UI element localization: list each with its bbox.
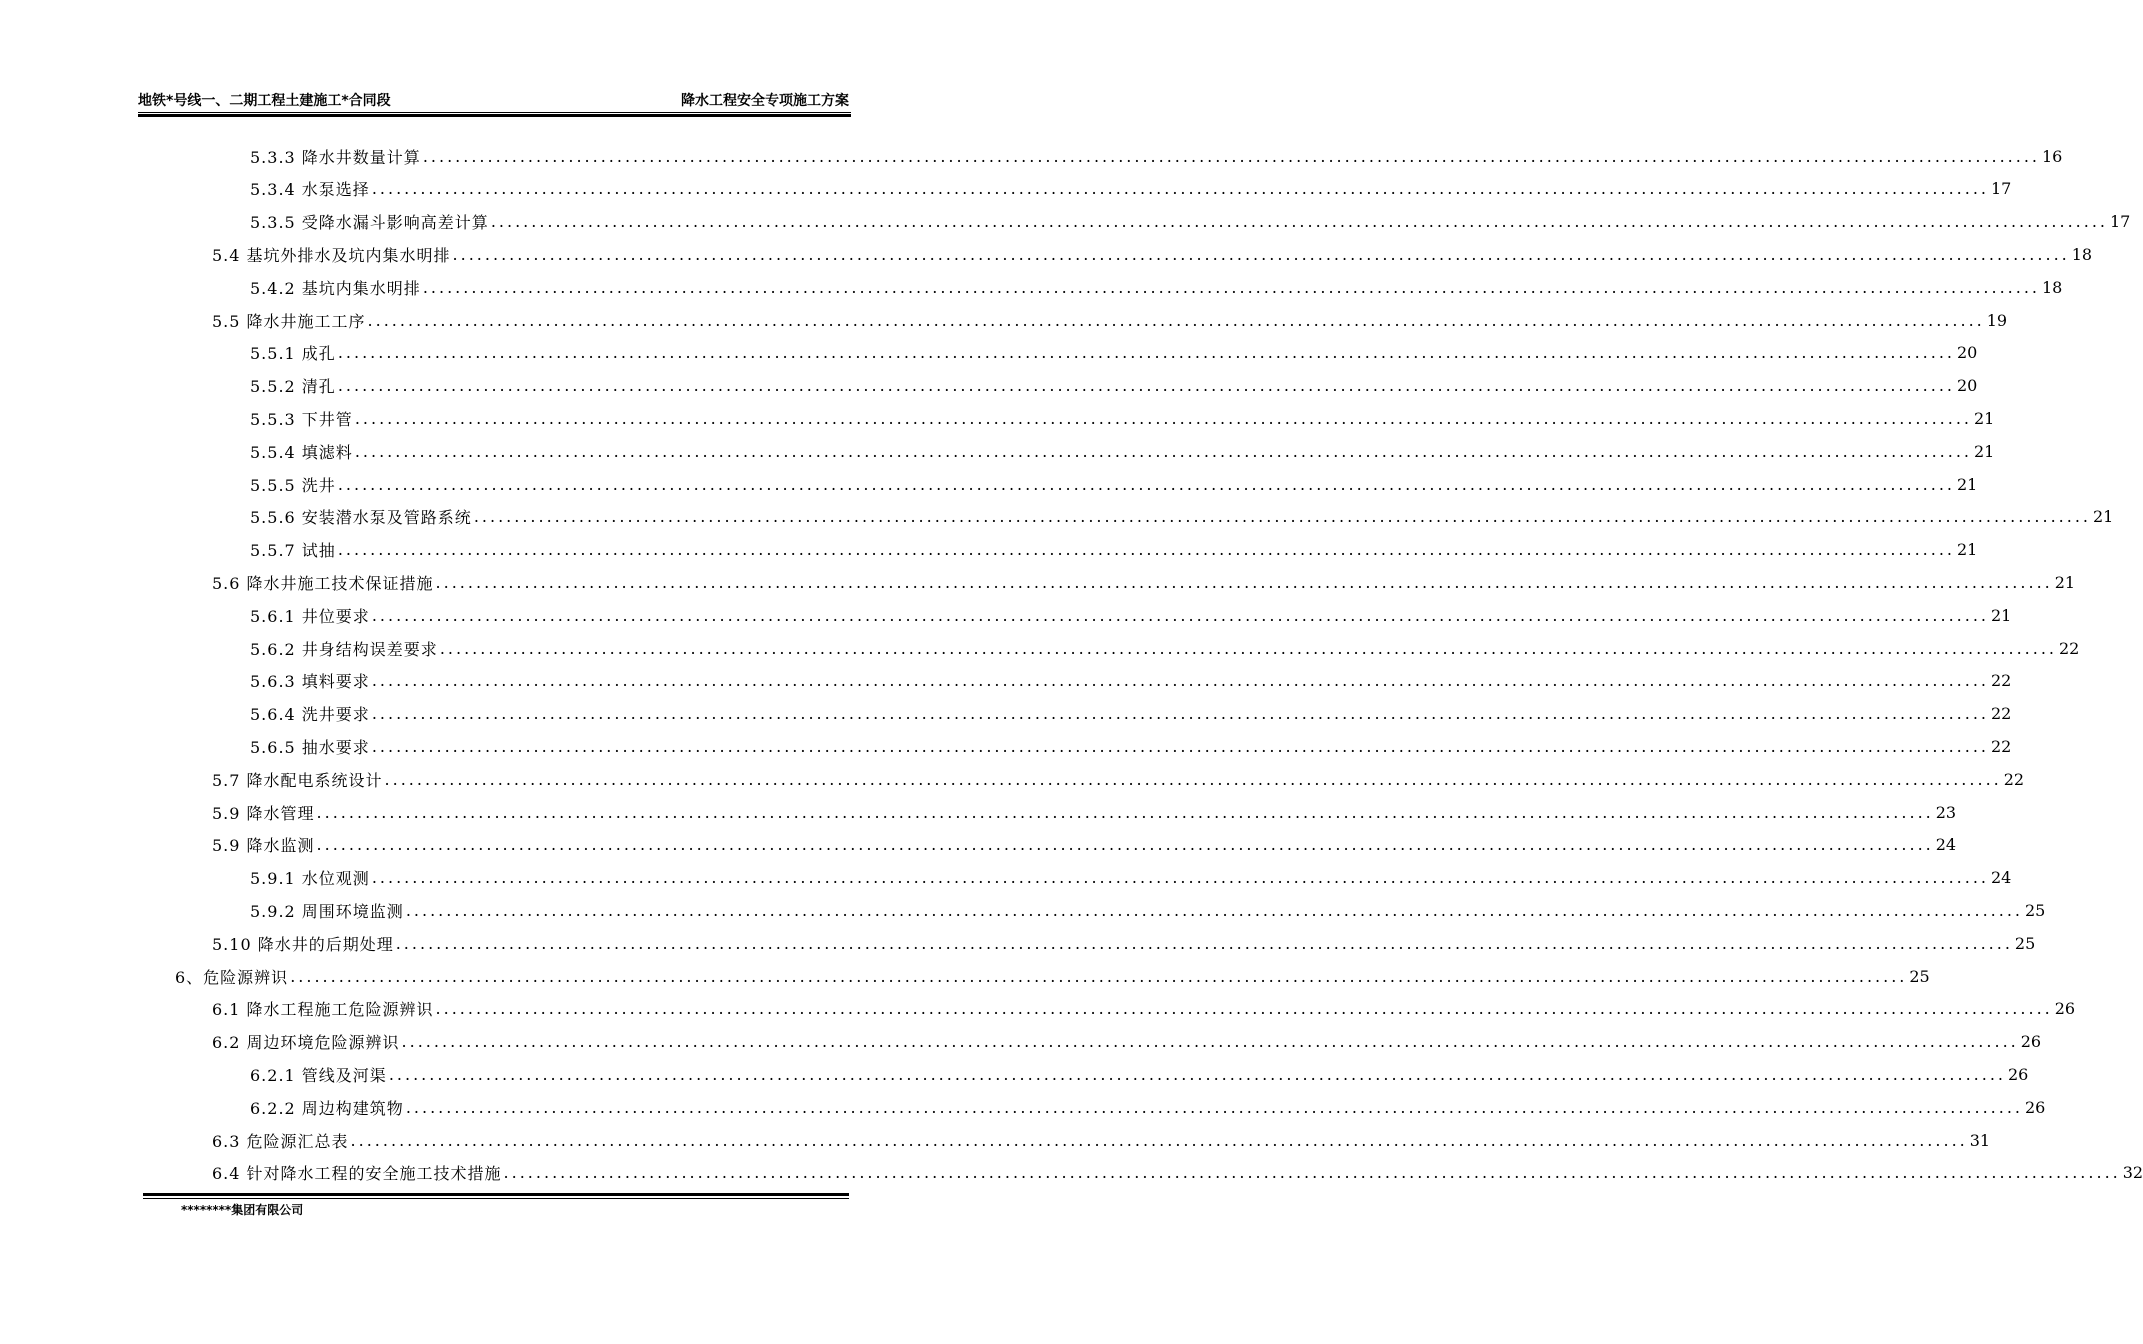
toc-dot-leader: ........................................................................................................................................................................................................ bbox=[316, 835, 1934, 855]
toc-entry-title: 5.5.2 清孔 bbox=[250, 377, 336, 397]
toc-entry[interactable] bbox=[212, 240, 2093, 268]
toc-entry-title: 5.6.4 洗井要求 bbox=[250, 705, 370, 725]
toc-dot-leader: ........................................................................................................................................................................................................ bbox=[422, 146, 2040, 166]
toc-entry[interactable] bbox=[250, 700, 2012, 728]
toc-entry-title: 6.2.1 管线及河渠 bbox=[250, 1065, 387, 1085]
toc-dot-leader: ........................................................................................................................................................................................................ bbox=[371, 704, 1989, 724]
toc-entry[interactable] bbox=[250, 1093, 2046, 1121]
toc-entry-page-number: 19 bbox=[1986, 310, 2008, 330]
toc-entry-page-number: 26 bbox=[2008, 1064, 2029, 1084]
toc-dot-leader: ........................................................................................................................................................................................................ bbox=[371, 179, 1989, 199]
toc-entry[interactable] bbox=[250, 864, 2012, 892]
toc-dot-leader: ........................................................................................................................................................................................................ bbox=[473, 507, 2091, 527]
toc-dot-leader: ........................................................................................................................................................................................................ bbox=[354, 441, 1972, 461]
toc-entry-page-number: 24 bbox=[1935, 835, 1957, 855]
toc-entry-title: 5.5.4 填滤料 bbox=[250, 442, 353, 462]
toc-entry-page-number: 26 bbox=[2025, 1097, 2046, 1117]
toc-entry[interactable] bbox=[212, 831, 1957, 859]
toc-entry[interactable] bbox=[212, 1028, 2042, 1056]
toc-entry-page-number: 23 bbox=[1935, 802, 1957, 822]
toc-entry[interactable] bbox=[250, 536, 1978, 564]
toc-entry-page-number: 32 bbox=[2122, 1163, 2143, 1183]
toc-dot-leader: ........................................................................................................................................................................................................ bbox=[490, 212, 2108, 232]
toc-entry-page-number: 25 bbox=[2014, 933, 2036, 953]
toc-entry-page-number: 16 bbox=[2042, 146, 2063, 166]
toc-entry[interactable] bbox=[250, 208, 2131, 236]
toc-entry[interactable] bbox=[250, 175, 2012, 203]
toc-entry[interactable] bbox=[212, 798, 1957, 826]
toc-entry-page-number: 20 bbox=[1957, 376, 1978, 396]
toc-entry-page-number: 21 bbox=[1974, 408, 1995, 428]
toc-dot-leader: ........................................................................................................................................................................................................ bbox=[371, 736, 1989, 756]
toc-entry-title: 5.9.1 水位观测 bbox=[250, 869, 370, 889]
toc-entry[interactable] bbox=[250, 1060, 2029, 1088]
toc-entry[interactable] bbox=[212, 568, 2076, 596]
toc-dot-leader: ........................................................................................................................................................................................................ bbox=[395, 933, 2013, 953]
toc-entry-title: 5.9 降水监测 bbox=[212, 836, 315, 856]
toc-dot-leader: ........................................................................................................................................................................................................ bbox=[354, 408, 1972, 428]
toc-entry-title: 5.3.4 水泵选择 bbox=[250, 180, 370, 200]
toc-entry-title: 5.7 降水配电系统设计 bbox=[212, 770, 383, 790]
toc-entry-page-number: 25 bbox=[1909, 966, 1930, 986]
toc-dot-leader: ........................................................................................................................................................................................................ bbox=[401, 1032, 2019, 1052]
toc-entry-page-number: 26 bbox=[2054, 999, 2076, 1019]
toc-entry[interactable] bbox=[250, 634, 2080, 662]
toc-entry[interactable] bbox=[250, 667, 2012, 695]
footer-divider-thick bbox=[143, 1193, 849, 1196]
toc-entry-page-number: 22 bbox=[1991, 736, 2012, 756]
toc-entry-page-number: 21 bbox=[1974, 441, 1995, 461]
toc-entry-page-number: 18 bbox=[2071, 244, 2093, 264]
toc-entry-page-number: 18 bbox=[2042, 277, 2063, 297]
toc-dot-leader: ........................................................................................................................................................................................................ bbox=[371, 868, 1989, 888]
toc-dot-leader: ........................................................................................................................................................................................................ bbox=[405, 1097, 2023, 1117]
toc-dot-leader: ........................................................................................................................................................................................................ bbox=[371, 671, 1989, 691]
toc-dot-leader: ........................................................................................................................................................................................................ bbox=[371, 605, 1989, 625]
toc-dot-leader: ........................................................................................................................................................................................................ bbox=[316, 802, 1934, 822]
toc-entry-page-number: 26 bbox=[2020, 1032, 2042, 1052]
page-header bbox=[138, 90, 849, 112]
footer-divider-thin bbox=[143, 1198, 849, 1199]
toc-entry-title: 5.6 降水井施工技术保证措施 bbox=[212, 573, 434, 593]
toc-dot-leader: ........................................................................................................................................................................................................ bbox=[435, 572, 2053, 592]
toc-entry-title: 5.6.1 井位要求 bbox=[250, 606, 370, 626]
toc-entry-title: 6.3 危险源汇总表 bbox=[212, 1131, 349, 1151]
toc-entry-title: 6.1 降水工程施工危险源辨识 bbox=[212, 1000, 434, 1020]
toc-entry-title: 5.4 基坑外排水及坑内集水明排 bbox=[212, 245, 451, 265]
toc-entry[interactable] bbox=[250, 601, 2012, 629]
toc-entry-title: 5.5.6 安装潜水泵及管路系统 bbox=[250, 508, 472, 528]
toc-dot-leader: ........................................................................................................................................................................................................ bbox=[337, 540, 1955, 560]
toc-entry[interactable] bbox=[212, 765, 2025, 793]
toc-dot-leader: ........................................................................................................................................................................................................ bbox=[337, 343, 1955, 363]
toc-entry-page-number: 17 bbox=[1991, 179, 2012, 199]
toc-dot-leader: ........................................................................................................................................................................................................ bbox=[405, 900, 2023, 920]
toc-entry-title: 5.9.2 周围环境监测 bbox=[250, 901, 404, 921]
toc-entry-title: 5.3.5 受降水漏斗影响高差计算 bbox=[250, 213, 489, 233]
toc-entry[interactable] bbox=[250, 732, 2012, 760]
toc-entry-title: 5.10 降水井的后期处理 bbox=[212, 934, 394, 954]
toc-entry-title: 6、危险源辨识 bbox=[175, 967, 289, 987]
header-document-title: 降水工程安全专项施工方案 bbox=[681, 93, 849, 109]
toc-entry-title: 5.6.3 填料要求 bbox=[250, 672, 370, 692]
toc-entry-page-number: 22 bbox=[1991, 671, 2012, 691]
toc-entry-page-number: 20 bbox=[1957, 343, 1978, 363]
toc-dot-leader: ........................................................................................................................................................................................................ bbox=[384, 769, 2002, 789]
header-divider-thick bbox=[138, 114, 851, 117]
toc-entry-page-number: 25 bbox=[2025, 900, 2046, 920]
toc-entry-page-number: 24 bbox=[1991, 868, 2012, 888]
toc-entry[interactable] bbox=[250, 404, 1995, 432]
toc-entry-page-number: 21 bbox=[1991, 605, 2012, 625]
toc-entry[interactable] bbox=[250, 142, 2063, 170]
toc-entry-page-number: 22 bbox=[1991, 704, 2012, 724]
toc-entry-page-number: 21 bbox=[2054, 572, 2076, 592]
header-divider-thin bbox=[138, 112, 851, 113]
toc-entry[interactable] bbox=[212, 929, 2036, 957]
toc-entry-page-number: 31 bbox=[1969, 1130, 1991, 1150]
toc-entry-title: 5.5.1 成孔 bbox=[250, 344, 336, 364]
toc-entry[interactable] bbox=[250, 372, 1978, 400]
toc-entry-page-number: 22 bbox=[2003, 769, 2025, 789]
toc-entry-title: 6.4 针对降水工程的安全施工技术措施 bbox=[212, 1164, 502, 1184]
toc-entry-title: 5.5 降水井施工工序 bbox=[212, 311, 366, 331]
toc-dot-leader: ........................................................................................................................................................................................................ bbox=[367, 310, 1985, 330]
toc-entry[interactable] bbox=[175, 962, 1930, 990]
toc-entry-page-number: 22 bbox=[2059, 638, 2080, 658]
toc-dot-leader: ........................................................................................................................................................................................................ bbox=[435, 999, 2053, 1019]
toc-dot-leader: ........................................................................................................................................................................................................ bbox=[337, 376, 1955, 396]
toc-dot-leader: ........................................................................................................................................................................................................ bbox=[439, 638, 2057, 658]
toc-entry-page-number: 21 bbox=[2093, 507, 2114, 527]
toc-entry[interactable] bbox=[250, 896, 2046, 924]
toc-entry-title: 5.6.5 抽水要求 bbox=[250, 737, 370, 757]
toc-entry-title: 5.5.7 试抽 bbox=[250, 541, 336, 561]
toc-entry-title: 5.6.2 井身结构误差要求 bbox=[250, 639, 438, 659]
toc-entry-title: 5.4.2 基坑内集水明排 bbox=[250, 278, 421, 298]
toc-entry-title: 5.9 降水管理 bbox=[212, 803, 315, 823]
toc-entry[interactable] bbox=[250, 437, 1995, 465]
toc-entry-title: 5.5.5 洗井 bbox=[250, 475, 336, 495]
toc-entry-page-number: 21 bbox=[1957, 474, 1978, 494]
toc-entry-page-number: 21 bbox=[1957, 540, 1978, 560]
toc-dot-leader: ........................................................................................................................................................................................................ bbox=[503, 1163, 2121, 1183]
toc-dot-leader: ........................................................................................................................................................................................................ bbox=[422, 277, 2040, 297]
toc-entry[interactable] bbox=[250, 503, 2114, 531]
toc-entry[interactable] bbox=[212, 306, 2008, 334]
toc-entry[interactable] bbox=[250, 273, 2063, 301]
toc-entry-title: 5.3.3 降水井数量计算 bbox=[250, 147, 421, 167]
toc-dot-leader: ........................................................................................................................................................................................................ bbox=[452, 244, 2070, 264]
toc-entry[interactable] bbox=[250, 470, 1978, 498]
toc-entry-page-number: 17 bbox=[2110, 212, 2131, 232]
toc-dot-leader: ........................................................................................................................................................................................................ bbox=[337, 474, 1955, 494]
toc-dot-leader: ........................................................................................................................................................................................................ bbox=[290, 966, 1908, 986]
toc-entry-title: 6.2 周边环境危险源辨识 bbox=[212, 1033, 400, 1053]
toc-entry-title: 6.2.2 周边构建筑物 bbox=[250, 1098, 404, 1118]
toc-entry[interactable] bbox=[212, 1126, 1991, 1154]
toc-entry[interactable] bbox=[250, 339, 1978, 367]
toc-entry-title: 5.5.3 下井管 bbox=[250, 409, 353, 429]
header-project-title: 地铁*号线一、二期工程土建施工*合同段 bbox=[138, 93, 391, 109]
toc-dot-leader: ........................................................................................................................................................................................................ bbox=[350, 1130, 1968, 1150]
toc-entry[interactable] bbox=[212, 995, 2076, 1023]
footer-company-name: ********集团有限公司 bbox=[181, 1203, 304, 1217]
toc-dot-leader: ........................................................................................................................................................................................................ bbox=[388, 1064, 2006, 1084]
toc-entry[interactable] bbox=[212, 1159, 2143, 1187]
